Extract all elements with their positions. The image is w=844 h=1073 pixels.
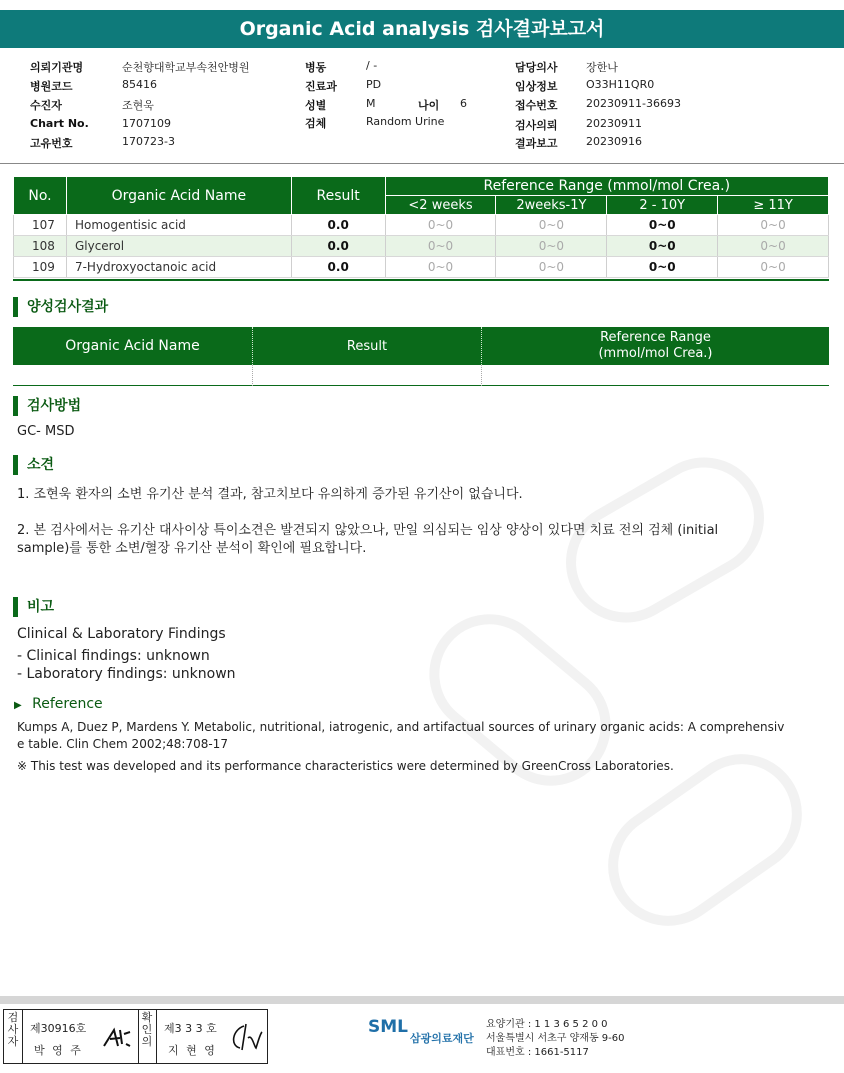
result-table	[13, 176, 829, 278]
value-hospital-code: 85416	[122, 78, 157, 91]
cell-ref: 0~0	[718, 215, 829, 236]
empty-cell	[253, 365, 482, 386]
cell-divider	[138, 1010, 139, 1063]
signature-box	[3, 1009, 268, 1064]
sml-logo: SML	[368, 1017, 408, 1037]
value-specimen: Random Urine	[366, 115, 445, 128]
cell-no: 109	[14, 257, 67, 278]
value-doctor: 장한나	[586, 61, 618, 74]
cell-ref: 0~0	[385, 215, 496, 236]
value-receipt-no: 20230911-36693	[586, 97, 681, 110]
col-header-range: <2 weeks	[385, 196, 496, 215]
confirm-label: 확인의	[141, 1011, 153, 1048]
col-header-name: Organic Acid Name	[13, 327, 253, 365]
cell-ref: 0~0	[385, 236, 496, 257]
footer-street: 서울특별시 서초구 양재동 9-60	[486, 1033, 625, 1044]
sml-logo-subtitle: 삼광의료재단	[410, 1032, 474, 1045]
confirm-name: 지 현 영	[168, 1044, 217, 1057]
section-title-method: 검사방법	[13, 396, 81, 416]
section-title-remarks: 비고	[13, 597, 54, 617]
label-hospital-code: 병원코드	[30, 80, 73, 93]
info-divider	[0, 163, 844, 164]
confirm-signature	[226, 1020, 264, 1056]
section-title-opinion: 소견	[13, 455, 54, 475]
cell-divider	[156, 1010, 157, 1063]
footer-divider	[0, 996, 844, 1004]
disclaimer-note: ※ This test was developed and its performance characteristics were determined by GreenCross Laboratories.	[17, 759, 674, 773]
method-text: GC- MSD	[17, 424, 75, 439]
col-header-range: 2weeks-1Y	[496, 196, 607, 215]
label-specimen: 검체	[305, 117, 327, 130]
reference-heading	[14, 696, 103, 712]
value-ward: / -	[366, 59, 378, 72]
col-header-range: 2 - 10Y	[607, 196, 718, 215]
value-unique-no: 170723-3	[122, 135, 175, 148]
label-doctor: 담당의사	[515, 61, 558, 74]
cell-ref: 0~0	[496, 215, 607, 236]
patient-info	[0, 55, 844, 155]
opinion-line-1: 1. 조현욱 환자의 소변 유기산 분석 결과, 참고치보다 유의하게 증가된 유기산이 없습니다.	[17, 487, 523, 502]
value-clinical-info: O33H11QR0	[586, 78, 655, 91]
value-patient: 조현욱	[122, 99, 154, 112]
col-header-result: Result	[253, 327, 482, 365]
cell-result: 0.0	[291, 236, 385, 257]
col-header-ref-range	[482, 327, 829, 365]
inspector-label: 검사자	[7, 1011, 19, 1048]
footer-institution-code: 요양기관 : 1 1 3 6 5 2 0 0	[486, 1019, 608, 1030]
col-header-no: No.	[14, 177, 67, 215]
table-row	[14, 236, 829, 257]
cell-ref: 0~0	[718, 236, 829, 257]
cell-result: 0.0	[291, 257, 385, 278]
label-institution: 의뢰기관명	[30, 61, 84, 74]
label-unique-no: 고유번호	[30, 137, 73, 150]
report-title: Organic Acid analysis 검사결과보고서	[0, 10, 844, 48]
remarks-laboratory: - Laboratory findings: unknown	[17, 666, 236, 682]
footer-phone: 대표번호 : 1661-5117	[486, 1047, 589, 1058]
table-bottom-rule	[13, 279, 829, 281]
empty-cell	[13, 365, 253, 386]
table-row	[14, 257, 829, 278]
remarks-clinical: - Clinical findings: unknown	[17, 648, 210, 664]
cell-ref: 0~0	[607, 236, 718, 257]
positive-table-header	[13, 327, 829, 365]
col-header-range: ≥ 11Y	[718, 196, 829, 215]
ref-range-line1: Reference Range	[600, 330, 711, 345]
reference-line-2: e table. Clin Chem 2002;48:708-17	[17, 737, 228, 751]
reference-label: Reference	[32, 696, 103, 712]
cell-name: Glycerol	[66, 236, 291, 257]
table-row	[14, 215, 829, 236]
confirm-no: 제3 3 3 호	[164, 1022, 217, 1035]
col-header-result: Result	[291, 177, 385, 215]
section-title-positive: 양성검사결과	[13, 297, 108, 317]
value-age: 6	[460, 97, 467, 110]
cell-no: 108	[14, 236, 67, 257]
cell-ref: 0~0	[607, 215, 718, 236]
label-department: 진료과	[305, 80, 337, 93]
value-request-date: 20230911	[586, 117, 642, 130]
footer-address	[486, 1018, 625, 1060]
cell-ref: 0~0	[607, 257, 718, 278]
inspector-name: 박 영 주	[34, 1044, 83, 1057]
watermark-shape	[544, 436, 786, 645]
opinion-line-2a: 2. 본 검사에서는 유기산 대사이상 특이소견은 발견되지 않았으나, 만일 의심되는 임상 양상이 있다면 치료 전의 검체 (initial	[17, 523, 719, 538]
cell-ref: 0~0	[385, 257, 496, 278]
label-chart-no: Chart No.	[30, 117, 89, 130]
positive-table-body	[13, 365, 829, 386]
label-ward: 병동	[305, 61, 327, 74]
inspector-no: 제30916호	[30, 1022, 87, 1035]
label-receipt-no: 접수번호	[515, 99, 558, 112]
cell-name: 7-Hydroxyoctanoic acid	[66, 257, 291, 278]
label-sex: 성별	[305, 99, 327, 112]
cell-divider	[22, 1010, 23, 1063]
value-sex: M	[366, 97, 376, 110]
cell-no: 107	[14, 215, 67, 236]
label-age: 나이	[418, 99, 440, 112]
col-header-ref-range: Reference Range (mmol/mol Crea.)	[385, 177, 828, 196]
label-request-date: 검사의뢰	[515, 119, 558, 132]
cell-ref: 0~0	[496, 236, 607, 257]
reference-line-1: Kumps A, Duez P, Mardens Y. Metabolic, nutritional, iatrogenic, and artifactual sources of urinary organic acids: A comprehensiv	[17, 720, 785, 734]
inspector-signature	[100, 1024, 134, 1052]
cell-result: 0.0	[291, 215, 385, 236]
remarks-heading: Clinical & Laboratory Findings	[17, 626, 226, 642]
label-clinical-info: 임상정보	[515, 80, 558, 93]
cell-ref: 0~0	[718, 257, 829, 278]
label-patient: 수진자	[30, 99, 62, 112]
col-header-name: Organic Acid Name	[66, 177, 291, 215]
ref-range-line2: (mmol/mol Crea.)	[598, 346, 713, 361]
value-institution: 순천향대학교부속천안병원	[122, 61, 250, 74]
cell-ref: 0~0	[496, 257, 607, 278]
cell-name: Homogentisic acid	[66, 215, 291, 236]
value-chart-no: 1707109	[122, 117, 171, 130]
value-department: PD	[366, 78, 382, 91]
opinion-line-2b: sample)를 통한 소변/혈장 유기산 분석이 확인에 필요합니다.	[17, 541, 367, 556]
label-report-date: 결과보고	[515, 137, 558, 150]
watermark-shape	[405, 590, 635, 810]
triangle-icon: ▶	[14, 700, 22, 711]
value-report-date: 20230916	[586, 135, 642, 148]
